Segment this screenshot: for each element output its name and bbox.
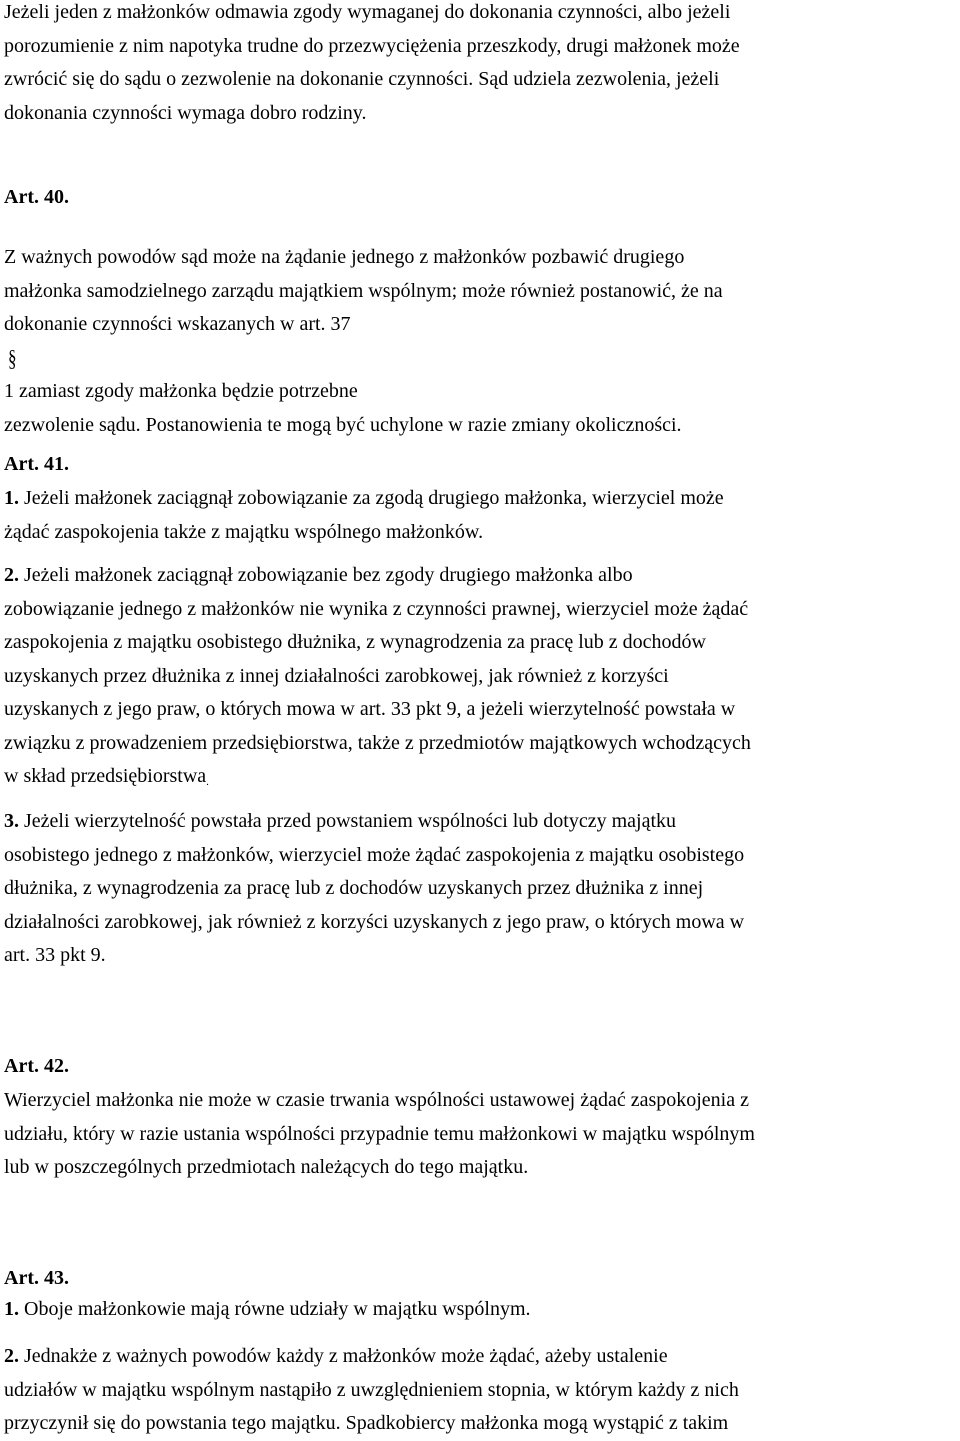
text-line: udziałów w majątku wspólnym nastąpiło z uwzględnieniem stopnia, w którym każdy z nich: [4, 1378, 739, 1401]
article-41-paragraph-3: [4, 805, 952, 973]
text-line: zezwolenie sądu. Postanowienia te mogą być uchylone w razie zmiany okoliczności.: [4, 413, 682, 436]
text-line: uzyskanych przez dłużnika z innej działalności zarobkowej, jak również z korzyści: [4, 664, 669, 687]
article-43-paragraph-1: [4, 1293, 952, 1327]
text-line: Jeżeli jeden z małżonków odmawia zgody wymaganej do dokonania czynności, albo jeżeli: [4, 1, 731, 23]
text-line: zobowiązanie jednego z małżonków nie wynika z czynności prawnej, wierzyciel może żądać: [4, 597, 749, 620]
text-line: [4, 1293, 952, 1327]
article-43-paragraph-2: [4, 1340, 952, 1441]
paragraph-number: 1.: [4, 1298, 19, 1320]
text-line: związku z prowadzeniem przedsiębiorstwa, także z przedmiotów majątkowych wchodzących: [4, 731, 751, 754]
text-fragment: Jednakże z ważnych powodów każdy z małżonków może żądać, ażeby ustalenie: [24, 1345, 668, 1367]
intro-paragraph: [4, 0, 952, 130]
text-line: lub w poszczególnych przedmiotach należących do tego majątku.: [4, 1156, 529, 1178]
text-line: art. 33 pkt 9.: [4, 944, 106, 966]
text-fragment: Jeżeli wierzytelność powstała przed powstaniem wspólności lub dotyczy majątku: [24, 810, 677, 832]
article-40-text: [4, 241, 952, 442]
text-fragment: 1 zamiast zgody małżonka będzie potrzebne: [4, 380, 358, 402]
paragraph-number: 2.: [4, 1345, 19, 1367]
text-line: działalności zarobkowej, jak również z korzyści uzyskanych z jego praw, o których mowa w: [4, 910, 745, 933]
text-line: [4, 559, 952, 593]
paragraph-number: 3.: [4, 810, 19, 832]
article-42-text: [4, 1084, 952, 1185]
text-line: małżonka samodzielnego zarządu majątkiem wspólnym; może również postanowić, że na: [4, 279, 723, 302]
text-line: Z ważnych powodów sąd może na żądanie jednego z małżonków pozbawić drugiego: [4, 246, 685, 268]
small-period: .: [206, 776, 209, 788]
text-line: zaspokojenia z majątku osobistego dłużnika, z wynagrodzenia za pracę lub z dochodów: [4, 631, 706, 653]
text-line: żądać zaspokojenia także z majątku wspólnego małżonków.: [4, 520, 484, 543]
article-43-heading: Art. 43.: [4, 1267, 69, 1289]
text-fragment: Oboje małżonkowie mają równe udziały w majątku wspólnym.: [24, 1298, 531, 1320]
text-fragment: dokonanie czynności wskazanych w art. 37: [4, 313, 351, 335]
text-fragment: Jeżeli małżonek zaciągnął zobowiązanie bez zgody drugiego małżonka albo: [24, 564, 633, 586]
article-42-heading: Art. 42.: [4, 1055, 69, 1077]
article-40-heading: Art. 40.: [4, 186, 69, 208]
text-line: [4, 1340, 952, 1374]
text-line: porozumienie z nim napotyka trudne do przezwyciężenia przeszkody, drugi małżonek może: [4, 34, 740, 57]
article-41-heading: Art. 41.: [4, 453, 69, 475]
text-line: [4, 482, 952, 516]
text-line: [4, 805, 952, 839]
text-line: [4, 760, 952, 800]
text-line: dłużnika, z wynagrodzenia za pracę lub z dochodów uzyskanych przez dłużnika z innej: [4, 877, 704, 899]
text-line: uzyskanych z jego praw, o których mowa w art. 33 pkt 9, a jeżeli wierzytelność powstała w: [4, 698, 736, 720]
article-41-paragraph-1: [4, 482, 952, 549]
text-line: osobistego jednego z małżonków, wierzyciel może żądać zaspokojenia z majątku osobistego: [4, 843, 745, 866]
text-line: udziału, który w razie ustania wspólności przypadnie temu małżonkowi w majątku wspólnym: [4, 1122, 755, 1145]
text-line: [4, 308, 952, 409]
article-41-paragraph-2: [4, 559, 952, 800]
text-line: Wierzyciel małżonka nie może w czasie trwania wspólności ustawowej żądać zaspokojenia z: [4, 1089, 749, 1111]
paragraph-number: 2.: [4, 564, 19, 586]
text-fragment: Jeżeli małżonek zaciągnął zobowiązanie za zgodą drugiego małżonka, wierzyciel może: [24, 487, 724, 509]
text-line: dokonania czynności wymaga dobro rodziny.: [4, 101, 367, 124]
text-line: przyczynił się do powstania tego majątku. Spadkobiercy małżonka mogą wystąpić z takim: [4, 1412, 729, 1434]
text-fragment: w skład przedsiębiorstwa: [4, 765, 207, 787]
text-line: zwrócić się do sądu o zezwolenie na dokonanie czynności. Sąd udziela zezwolenia, jeżeli: [4, 68, 720, 90]
section-sign: §: [8, 345, 17, 371]
paragraph-number: 1.: [4, 487, 19, 509]
